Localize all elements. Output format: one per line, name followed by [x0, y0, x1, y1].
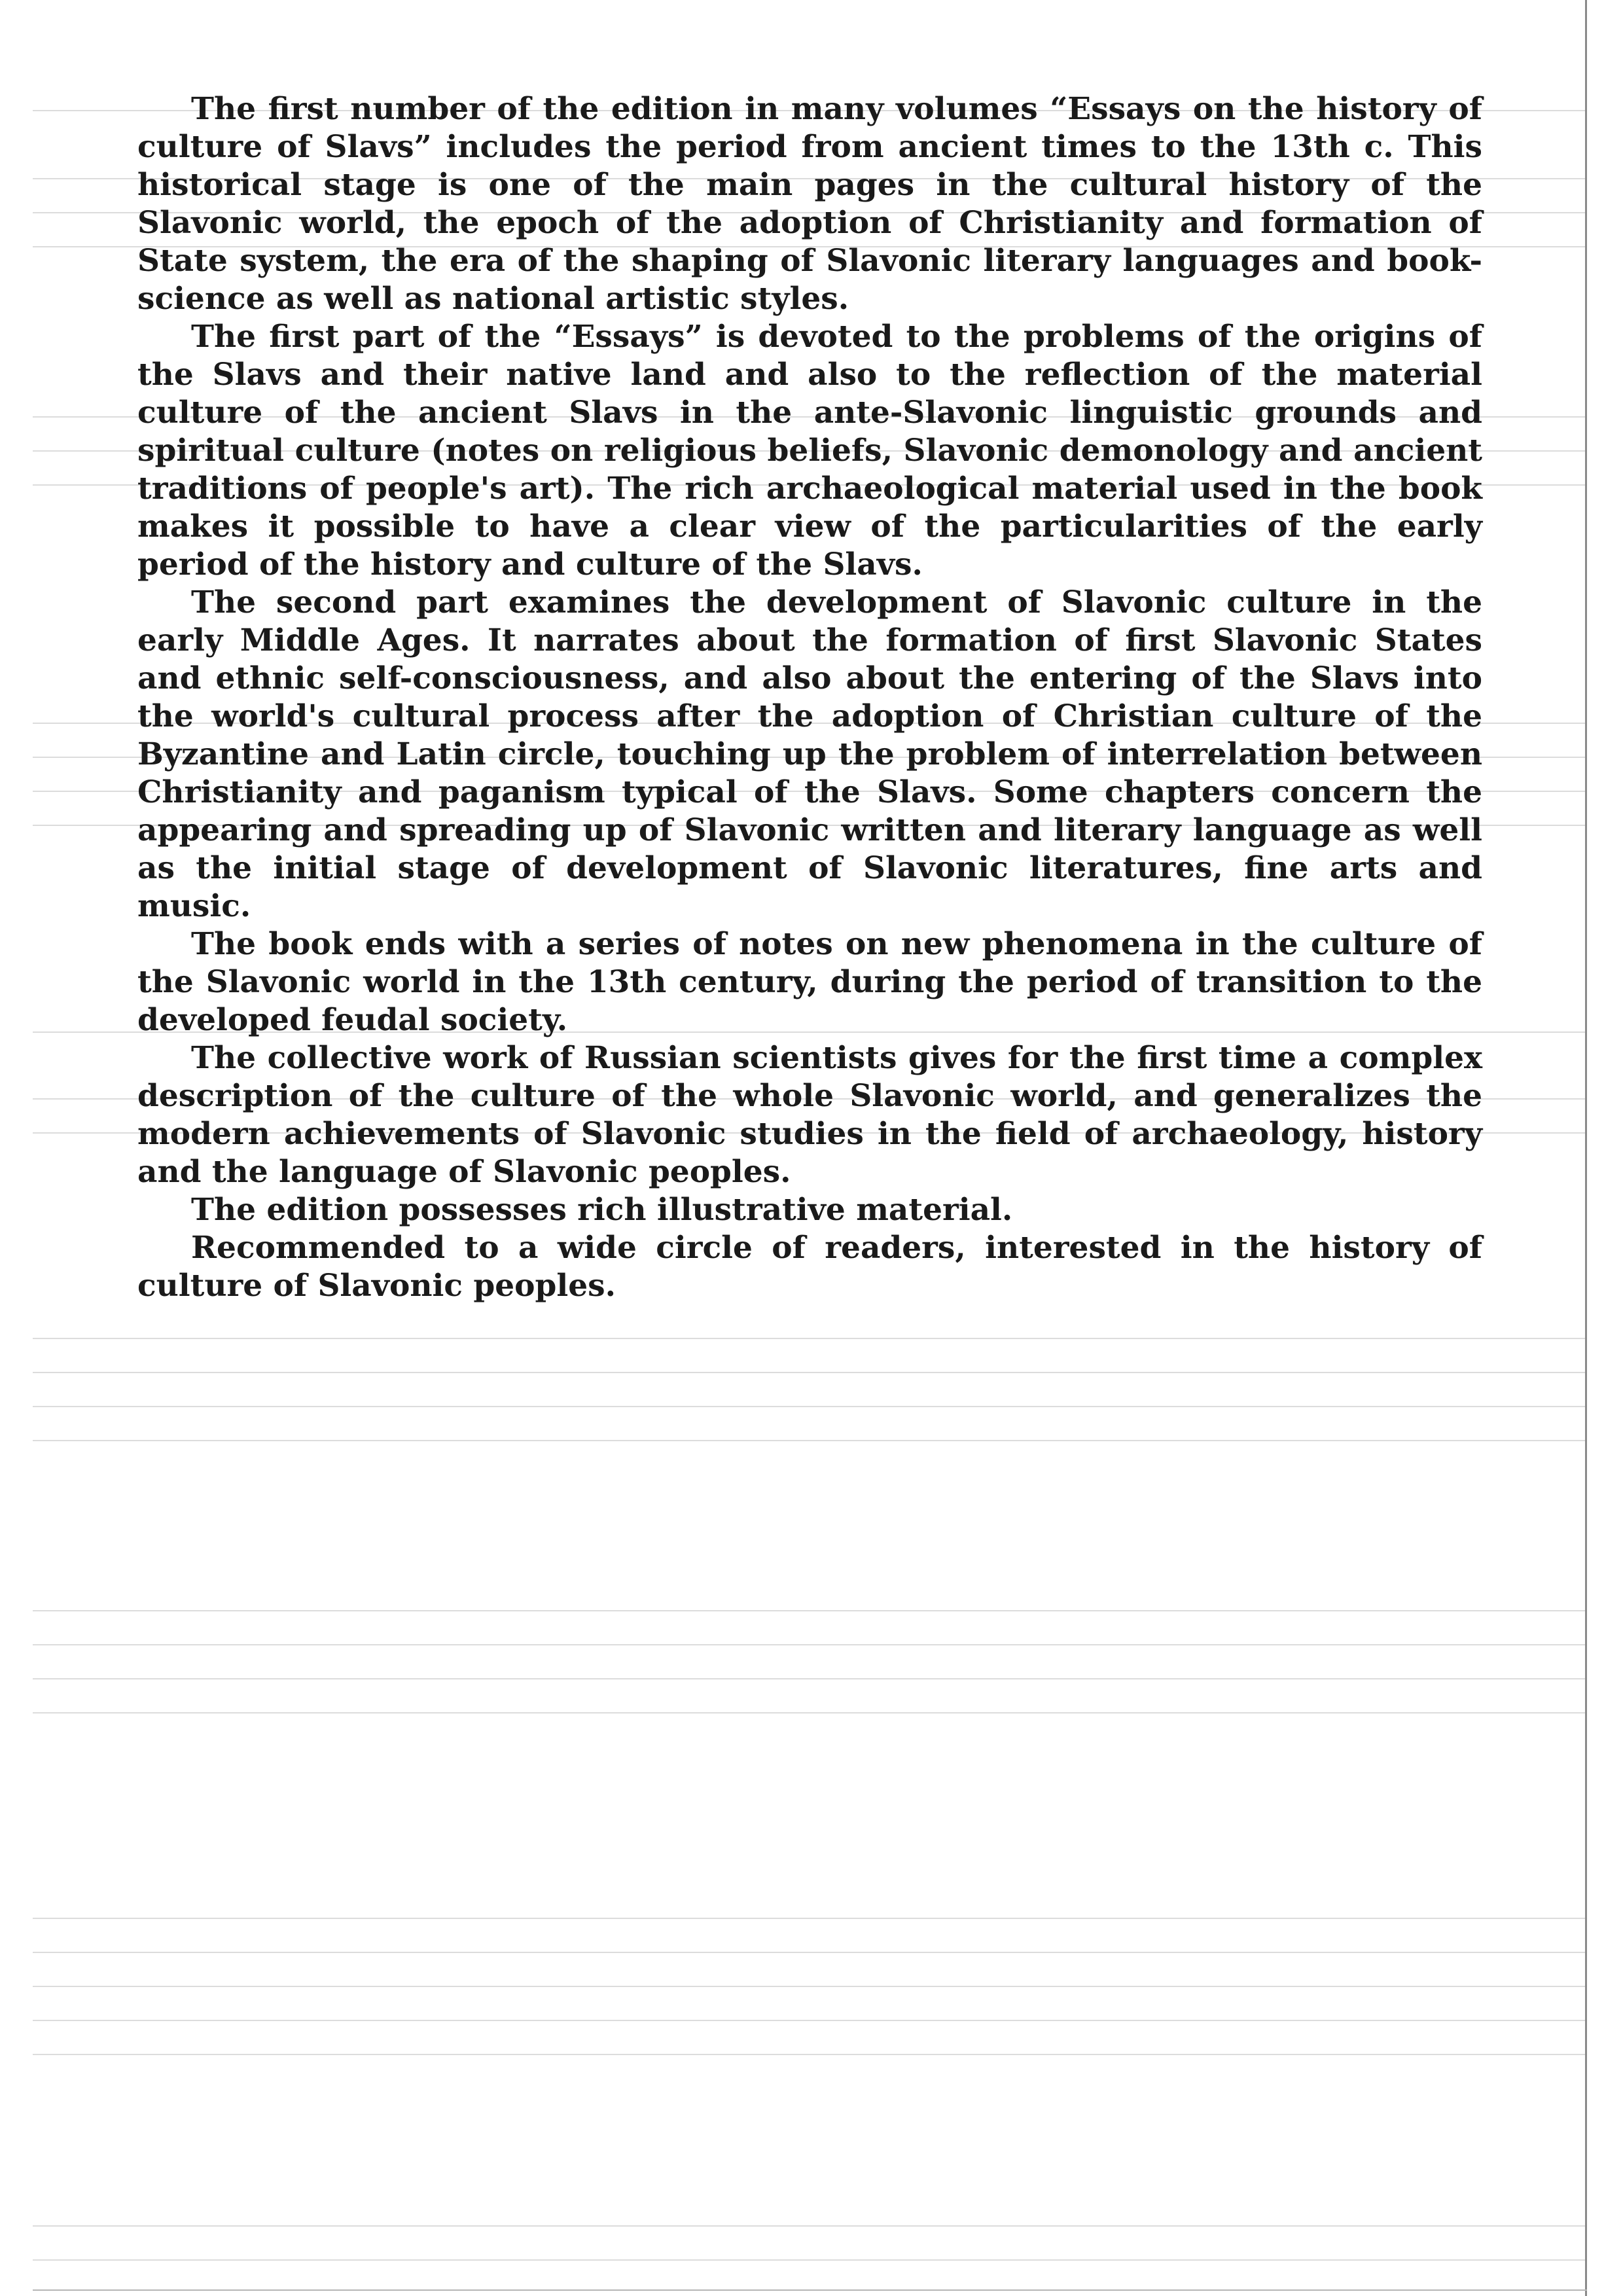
ruled-line [33, 1712, 1585, 1713]
ruled-line [33, 2225, 1585, 2227]
paragraph-6: The edition possesses rich illustrative material. [191, 1192, 1013, 1228]
ruled-line [33, 1986, 1585, 1987]
ruled-line [33, 1678, 1585, 1679]
paragraph-2: The first part of the “Essays” is devoted to the problems of the origins of the Slavs and their native land and also to the reflection of the material culture of the ancient Slavs in the ante-Slavonic linguistic grounds and spiritual culture (notes on religious beliefs, Slavonic demonology and ancient traditions of people's art). The rich archaeological material used in the book makes it possible to have a clear view of the particularities of the early period of the history and culture of the Slavs. [137, 319, 1482, 583]
page-edge-right [1585, 0, 1587, 2296]
paragraph-5: The collective work of Russian scientists gives for the first time a complex description of the culture of the whole Slavonic world, and generalizes the modern achievements of Slavonic studies in the field of archaeology, history and the language of Slavonic peoples. [137, 1040, 1482, 1190]
paragraph-3: The second part examines the development of Slavonic culture in the early Middle Ages. It narrates about the formation of first Slavonic States and ethnic self-consciousness, and also about the entering of the Slavs into the world's cultural process after the adoption of Christian culture of the Byzantine and Latin circle, touching up the problem of interrelation between Christianity and paganism typical of the Slavs. Some chapters concern the appearing and spreading up of Slavonic written and literary language as well as the initial stage of development of Slavonic literatures, fine arts and music. [137, 584, 1482, 924]
summary-text [137, 90, 1482, 1305]
ruled-line [33, 1918, 1585, 1919]
ruled-line [33, 1406, 1585, 1407]
ruled-line [33, 1372, 1585, 1373]
ruled-line [33, 2020, 1585, 2021]
paragraph-1: The first number of the edition in many volumes “Essays on the history of culture of Slavs” includes the period from ancient times to the 13th c. This historical stage is one of the main pages in the cultural history of the Slavonic world, the epoch of the adoption of Christianity and formation of State system, the era of the shaping of Slavonic literary languages and book-science as well as national artistic styles. [137, 91, 1482, 317]
paragraph-4: The book ends with a series of notes on new phenomena in the culture of the Slavonic world in the 13th century, during the period of transition to the developed feudal society. [137, 926, 1482, 1038]
ruled-line [33, 1610, 1585, 1611]
ruled-line [33, 1338, 1585, 1339]
ruled-line [33, 1952, 1585, 1953]
ruled-line [33, 2054, 1585, 2055]
ruled-line [33, 1644, 1585, 1645]
paragraph-7: Recommended to a wide circle of readers, interested in the history of culture of Slavonic peoples. [137, 1230, 1482, 1304]
page-edge-bottom [33, 2289, 1587, 2291]
ruled-line [33, 2259, 1585, 2261]
ruled-line [33, 1440, 1585, 1441]
